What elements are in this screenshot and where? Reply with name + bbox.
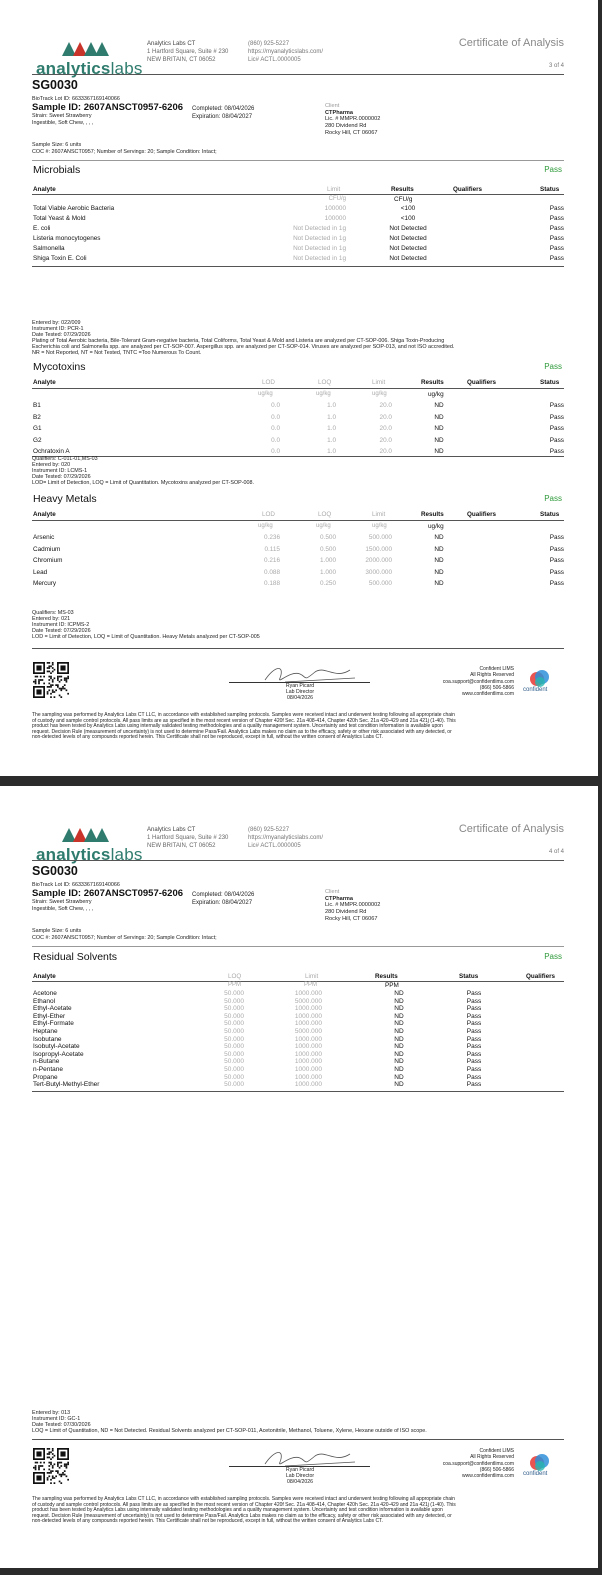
status-value: Pass bbox=[466, 1012, 482, 1020]
analyte-name: n-Pentane bbox=[33, 1066, 63, 1073]
col-results: Results bbox=[421, 511, 444, 518]
qr-code-icon bbox=[33, 1448, 69, 1484]
status-value: Pass bbox=[466, 997, 482, 1005]
result-value: ND bbox=[394, 1073, 404, 1081]
col-qualifiers: Qualifiers bbox=[467, 511, 497, 518]
col-status: Status bbox=[540, 511, 560, 518]
sample-name: SG0030 bbox=[32, 78, 78, 92]
status-value: Pass bbox=[549, 225, 564, 232]
analyte-name: Total Yeast & Mold bbox=[33, 215, 86, 222]
header-divider bbox=[32, 74, 564, 75]
result-value: <100 bbox=[400, 205, 416, 212]
loq-value: 50.000 bbox=[224, 1081, 244, 1089]
col-qualifiers: Qualifiers bbox=[467, 379, 497, 386]
limit-value: 5000.000 bbox=[294, 1028, 322, 1035]
result-value: ND bbox=[434, 534, 444, 541]
brand-wordmark: analyticslabs bbox=[36, 845, 143, 864]
result-value: ND bbox=[394, 1058, 404, 1066]
result-value: ND bbox=[434, 568, 444, 576]
analyte-name: Ochratoxin A bbox=[33, 448, 70, 455]
analyte-name: n-Butane bbox=[33, 1058, 60, 1066]
analyte-name: Ethyl-Formate bbox=[33, 1020, 74, 1028]
analyte-name: Isobutane bbox=[33, 1035, 62, 1043]
status-value: Pass bbox=[549, 557, 564, 564]
coa-page-3 bbox=[0, 0, 598, 776]
limit-value: 1000.000 bbox=[294, 1066, 322, 1073]
limit-value: Not Detected in 1g bbox=[293, 225, 346, 232]
lod-value: 0.0 bbox=[271, 413, 280, 421]
limit-value: 1000.000 bbox=[294, 990, 322, 997]
loq-value: 1.0 bbox=[327, 413, 336, 421]
limit-value: 5000.000 bbox=[294, 997, 322, 1005]
sample-dates: Completed: 08/04/2026 Expiration: 08/04/2027 bbox=[192, 106, 255, 120]
result-value: ND bbox=[394, 1012, 404, 1020]
unit-loq: PPM bbox=[228, 982, 242, 988]
analyte-name: Ethanol bbox=[33, 997, 56, 1005]
col-limit: Limit bbox=[327, 186, 341, 193]
page-number: 4 of 4 bbox=[548, 849, 564, 855]
status-value: Pass bbox=[549, 205, 564, 212]
col-results: Results bbox=[375, 973, 398, 980]
result-value: ND bbox=[394, 997, 404, 1005]
analyte-name: Listeria monocytogenes bbox=[33, 235, 101, 242]
lab-info: Analytics Labs CT 1 Hartford Square, Suite # 230 NEW BRITAIN, CT 06052 bbox=[147, 41, 229, 64]
status-value: Pass bbox=[549, 255, 564, 262]
col-status: Status bbox=[540, 379, 560, 386]
analyte-name: Ethyl-Ether bbox=[33, 1012, 66, 1020]
col-limit: Limit bbox=[372, 511, 386, 518]
lod-value: 0.115 bbox=[264, 545, 280, 553]
mycotoxins-notes: Qualifiers: C-01L-01,MS-03 Entered by: 020 Instrument ID: LCMS-1 Date Tested: 07/29/2026 LOD= Limit of Detection, LOQ = Limit of Quantitation. Mycotoxins analyzed per CT-SOP-008. bbox=[32, 456, 255, 486]
unit-results: ug/kg bbox=[428, 391, 444, 398]
loq-value: 1.000 bbox=[320, 568, 336, 576]
status-value: Pass bbox=[466, 1005, 482, 1013]
col-limit: Limit bbox=[305, 973, 319, 980]
page-number: 3 of 4 bbox=[548, 63, 564, 69]
col-results: Results bbox=[421, 379, 444, 386]
mycotoxins-status-badge: Pass bbox=[544, 362, 562, 371]
table-header-line bbox=[32, 981, 564, 982]
sample-name: SG0030 bbox=[32, 864, 78, 878]
result-value: ND bbox=[394, 1050, 404, 1058]
brand-wordmark: analyticslabs bbox=[36, 59, 143, 78]
loq-value: 1.0 bbox=[327, 402, 336, 409]
heavy-metals-status-badge: Pass bbox=[544, 494, 562, 503]
sample-dates: Completed: 08/04/2026 Expiration: 08/04/2027 bbox=[192, 892, 255, 906]
analyte-name: B2 bbox=[33, 413, 41, 421]
biotrack-id: BioTrack Lot ID: 6633367169140066 bbox=[32, 96, 120, 102]
limit-value: Not Detected in 1g bbox=[293, 245, 346, 252]
loq-value: 50.000 bbox=[224, 1005, 244, 1013]
microbials-notes: Entered by: 022/009 Instrument ID: PCR-1 Date Tested: 07/29/2026 Plating of Total Aerobic bacteria, Bile-Tolerant Gram-negative bacteria, Total Coliforms, Total Yeast & Mold and Listeria are analyzed per CT-SOP-006. Shiga Toxin-Producing Escherichia coli and Salmonella spp. are analyzed per CT-SOP-007. Aspergillus spp. are analyzed per CT-SOP-014. Viruses are analyzed per SOP-013, and not ISO accredited. NR = Not Reported, NT = Not Tested, TNTC =Too Numerous To Count. bbox=[32, 320, 455, 356]
loq-value: 50.000 bbox=[224, 997, 244, 1005]
result-value: ND bbox=[434, 436, 444, 444]
confident-wordmark: confident bbox=[523, 1471, 548, 1477]
status-value: Pass bbox=[549, 436, 564, 444]
result-value: ND bbox=[394, 1081, 404, 1089]
lod-value: 0.0 bbox=[271, 425, 280, 432]
result-value: <100 bbox=[400, 215, 416, 222]
heavy-metals-notes: Qualifiers: MS-03 Entered by: 021 Instrument ID: ICPMS-2 Date Tested: 07/29/2026 LOD = Limit of Detection, LOQ = Limit of Quantitation. Heavy Metals analyzed per CT-SOP-005 bbox=[32, 610, 260, 640]
loq-value: 1.0 bbox=[327, 448, 336, 455]
result-value: ND bbox=[394, 990, 404, 997]
result-value: ND bbox=[434, 580, 444, 587]
loq-value: 50.000 bbox=[224, 1035, 244, 1043]
col-loq: LOQ bbox=[228, 973, 242, 980]
confident-wordmark: confident bbox=[523, 687, 548, 693]
analyte-name: G1 bbox=[33, 425, 42, 432]
analyte-name: Lead bbox=[33, 568, 48, 576]
unit-results: ug/kg bbox=[428, 523, 444, 530]
col-loq: LOQ bbox=[318, 379, 332, 386]
loq-value: 50.000 bbox=[224, 1058, 244, 1066]
status-value: Pass bbox=[549, 534, 564, 541]
limit-value: 1000.000 bbox=[294, 1050, 322, 1058]
loq-value: 0.500 bbox=[320, 534, 336, 541]
analyte-name: Ethyl-Acetate bbox=[33, 1005, 72, 1013]
unit-lod: ug/kg bbox=[258, 391, 273, 397]
result-value: ND bbox=[434, 402, 444, 409]
result-value: ND bbox=[394, 1028, 404, 1035]
loq-value: 50.000 bbox=[224, 1012, 244, 1020]
signer-block: Ryan Picard Lab Director 08/04/2026 bbox=[285, 1467, 315, 1485]
result-value: Not Detected bbox=[389, 245, 427, 252]
residual-solvents-status-badge: Pass bbox=[544, 952, 562, 961]
residual-solvents-title: Residual Solvents bbox=[33, 951, 118, 963]
status-value: Pass bbox=[549, 215, 564, 222]
analyte-name: B1 bbox=[33, 402, 41, 409]
status-value: Pass bbox=[549, 545, 564, 553]
limit-value: 100000 bbox=[324, 215, 346, 222]
result-value: ND bbox=[394, 1005, 404, 1013]
analyte-name: Isopropyl-Acetate bbox=[33, 1050, 84, 1058]
signer-block: Ryan Picard Lab Director 08/04/2026 bbox=[285, 683, 315, 701]
loq-value: 0.250 bbox=[320, 580, 336, 587]
unit-lod: ug/kg bbox=[258, 523, 273, 529]
lod-value: 0.0 bbox=[271, 402, 280, 409]
limit-value: 1000.000 bbox=[294, 1081, 322, 1089]
document-title: Certificate of Analysis bbox=[458, 823, 564, 835]
table-footer-line bbox=[32, 1091, 564, 1092]
result-value: ND bbox=[394, 1066, 404, 1073]
analyte-name: Salmonella bbox=[33, 245, 65, 252]
notes-divider bbox=[32, 1439, 564, 1440]
loq-value: 1.0 bbox=[327, 425, 336, 432]
unit-results: CFU/g bbox=[394, 196, 413, 203]
loq-value: 50.000 bbox=[224, 1050, 244, 1058]
status-value: Pass bbox=[466, 1058, 482, 1066]
unit-limit: PPM bbox=[304, 982, 318, 988]
limit-value: 1000.000 bbox=[294, 1073, 322, 1081]
lod-value: 0.188 bbox=[264, 580, 280, 587]
limit-value: 1000.000 bbox=[294, 1020, 322, 1028]
result-value: ND bbox=[394, 1020, 404, 1028]
status-value: Pass bbox=[549, 245, 564, 252]
limit-value: 100000 bbox=[324, 205, 346, 212]
lod-value: 0.088 bbox=[264, 568, 280, 576]
status-value: Pass bbox=[549, 425, 564, 432]
col-status: Status bbox=[459, 973, 479, 980]
limit-value: Not Detected in 1g bbox=[293, 255, 346, 262]
unit-results: PPM bbox=[385, 982, 399, 989]
sample-id: Sample ID: 2607ANSCT0957-6206 bbox=[32, 888, 184, 899]
status-value: Pass bbox=[466, 1035, 482, 1043]
loq-value: 1.000 bbox=[320, 557, 336, 564]
result-value: ND bbox=[434, 425, 444, 432]
unit-loq: ug/kg bbox=[316, 391, 331, 397]
lod-value: 0.0 bbox=[271, 436, 280, 444]
unit-limit: CFU/g bbox=[328, 196, 346, 202]
result-value: ND bbox=[434, 557, 444, 564]
limit-value: 20.0 bbox=[379, 448, 392, 455]
client-info: Client CTPharma Lic. # MMPR.0000002 280 Dividend Rd Rocky Hill, CT 06067 bbox=[325, 889, 381, 922]
loq-value: 50.000 bbox=[224, 1043, 244, 1051]
microbials-status-badge: Pass bbox=[544, 165, 562, 174]
limit-value: 1000.000 bbox=[294, 1005, 322, 1013]
status-value: Pass bbox=[466, 1043, 482, 1051]
sample-size: Sample Size: 6 units COC #: 2607ANSCT0957; Number of Servings: 20; Sample Condition: Intact; bbox=[32, 142, 217, 155]
result-value: Not Detected bbox=[389, 225, 427, 232]
lims-info: Confident LIMS All Rights Reserved coa.support@confidentlims.com (866) 506-5866 www.confidentlims.com bbox=[442, 1448, 514, 1480]
lab-contact: (860) 925-5227 https://myanalyticslabs.com/ Lic# ACTL.0000005 bbox=[248, 41, 324, 64]
analyte-name: E. coli bbox=[33, 225, 51, 232]
table-footer-line bbox=[32, 266, 564, 267]
lod-value: 0.0 bbox=[271, 448, 280, 455]
result-value: ND bbox=[394, 1043, 404, 1051]
info-divider bbox=[32, 946, 564, 947]
col-analyte: Analyte bbox=[33, 379, 56, 386]
status-value: Pass bbox=[549, 568, 564, 576]
lims-info: Confident LIMS All Rights Reserved coa.support@confidentlims.com (866) 506-5866 www.confidentlims.com bbox=[442, 666, 514, 698]
limit-value: 3000.000 bbox=[365, 568, 392, 576]
heavy-metals-title: Heavy Metals bbox=[33, 493, 97, 505]
analyte-name: Cadmium bbox=[33, 545, 61, 553]
mycotoxins-title: Mycotoxins bbox=[33, 361, 86, 373]
status-value: Pass bbox=[466, 1028, 482, 1035]
col-qualifiers: Qualifiers bbox=[526, 973, 556, 980]
status-value: Pass bbox=[549, 402, 564, 409]
limit-value: 500.000 bbox=[368, 580, 392, 587]
status-value: Pass bbox=[549, 580, 564, 587]
status-value: Pass bbox=[549, 235, 564, 242]
limit-value: 1000.000 bbox=[294, 1058, 322, 1066]
analyte-name: Heptane bbox=[33, 1028, 58, 1035]
result-value: ND bbox=[434, 448, 444, 455]
status-value: Pass bbox=[466, 990, 482, 997]
coa-page-4 bbox=[0, 786, 598, 1568]
status-value: Pass bbox=[466, 1020, 482, 1028]
qr-code-icon bbox=[33, 662, 69, 698]
loq-value: 50.000 bbox=[224, 1020, 244, 1028]
unit-limit: ug/kg bbox=[372, 391, 387, 397]
analyte-name: Arsenic bbox=[33, 534, 55, 541]
analyte-name: Chromium bbox=[33, 557, 63, 564]
col-lod: LOD bbox=[262, 379, 275, 386]
loq-value: 50.000 bbox=[224, 1028, 244, 1035]
info-divider bbox=[32, 160, 564, 161]
lab-contact: (860) 925-5227 https://myanalyticslabs.com/ Lic# ACTL.0000005 bbox=[248, 827, 324, 850]
limit-value: 20.0 bbox=[379, 413, 392, 421]
loq-value: 50.000 bbox=[224, 1066, 244, 1073]
disclaimer: The sampling was performed by Analytics Labs CT LLC, in accordance with established sampling protocols. Samples were received intact and underwent testing following all appropriate chain of custody and sample control protocols. All pass limits are as specified in the most recent version of Chapter 420f Sec. 21a 408-414, Chapter 420h Sec. 21a 420-429 and 21a 421j (1-40). This product has been tested by Analytics Labs using internally validated testing methodologies and a quality management system. Uncertainty and test condition information is available upon request. Decision Rule (measurement of uncertainty) is not used to determine Pass/Fail. Analytics Labs makes no claim as to the efficacy, safety or other risk associated with any detected, or non-detected levels of any compounds reported herein. This Certificate shall not be reproduced, except in full, without the written consent of Analytics Labs CT. bbox=[32, 1496, 456, 1525]
analyte-name: Acetone bbox=[33, 990, 57, 997]
loq-value: 50.000 bbox=[224, 1073, 244, 1081]
lab-info: Analytics Labs CT 1 Hartford Square, Suite # 230 NEW BRITAIN, CT 06052 bbox=[147, 827, 229, 850]
loq-value: 50.000 bbox=[224, 990, 244, 997]
analyte-name: Propane bbox=[33, 1073, 58, 1081]
status-value: Pass bbox=[466, 1073, 482, 1081]
analyte-name: Total Viable Aerobic Bacteria bbox=[33, 205, 115, 212]
result-value: ND bbox=[434, 413, 444, 421]
notes-divider bbox=[32, 648, 564, 649]
limit-value: 1000.000 bbox=[294, 1043, 322, 1051]
limit-value: 2000.000 bbox=[365, 557, 392, 564]
biotrack-id: BioTrack Lot ID: 6633367169140066 bbox=[32, 882, 120, 888]
document-title: Certificate of Analysis bbox=[458, 37, 564, 49]
limit-value: 1000.000 bbox=[294, 1035, 322, 1043]
analyte-name: Tert-Butyl-Methyl-Ether bbox=[33, 1081, 100, 1089]
limit-value: 20.0 bbox=[379, 436, 392, 444]
analyte-name: Shiga Toxin E. Coli bbox=[33, 255, 87, 262]
analyte-name: G2 bbox=[33, 436, 42, 444]
sample-strain: Strain: Sweet Strawberry Ingestible, Soft Chew, , , , bbox=[32, 113, 94, 126]
disclaimer: The sampling was performed by Analytics Labs CT LLC, in accordance with established sampling protocols. Samples were received intact and underwent testing following all appropriate chain of custody and sample control protocols. All pass limits are as specified in the most recent version of Chapter 420f Sec. 21a 408-414, Chapter 420h Sec. 21a 420-429 and 21a 421j (1-40). This product has been tested by Analytics Labs using internally validated testing methodologies and a quality management system. Uncertainty and test condition information is available upon request. Decision Rule (measurement of uncertainty) is not used to determine Pass/Fail. Analytics Labs makes no claim as to the efficacy, safety or other risk associated with any detected, or non-detected levels of any compounds reported herein. This Certificate shall not be reproduced, except in full, without the written consent of Analytics Labs CT. bbox=[32, 712, 456, 741]
status-value: Pass bbox=[549, 448, 564, 455]
limit-value: Not Detected in 1g bbox=[293, 235, 346, 242]
col-status: Status bbox=[540, 186, 560, 193]
loq-value: 0.500 bbox=[320, 545, 336, 553]
analyte-name: Mercury bbox=[33, 580, 57, 587]
loq-value: 1.0 bbox=[327, 436, 336, 444]
table-header-line bbox=[32, 388, 564, 389]
client-info: Client CTPharma Lic. # MMPR.0000002 280 Dividend Rd Rocky Hill, CT 06067 bbox=[325, 103, 381, 136]
header-divider bbox=[32, 860, 564, 861]
status-value: Pass bbox=[466, 1050, 482, 1058]
col-analyte: Analyte bbox=[33, 511, 56, 518]
col-results: Results bbox=[391, 186, 414, 193]
limit-value: 20.0 bbox=[379, 402, 392, 409]
col-loq: LOQ bbox=[318, 511, 332, 518]
analyte-name: Isobutyl-Acetate bbox=[33, 1043, 80, 1051]
result-value: Not Detected bbox=[389, 255, 427, 262]
status-value: Pass bbox=[466, 1081, 482, 1089]
result-value: ND bbox=[394, 1035, 404, 1043]
lod-value: 0.216 bbox=[264, 557, 280, 564]
residual-solvents-notes: Entered by: 013 Instrument ID: GC-1 Date Tested: 07/30/2026 LOQ = Limit of Quantitation, ND = Not Detected. Residual Solvents analyzed per CT-SOP-011, Acetonitrile, Methanol, Toluene, Xylene, Hexane outside of ISO scope. bbox=[32, 1410, 427, 1434]
status-value: Pass bbox=[549, 413, 564, 421]
col-limit: Limit bbox=[372, 379, 386, 386]
col-qualifiers: Qualifiers bbox=[453, 186, 483, 193]
limit-value: 1500.000 bbox=[365, 545, 392, 553]
sample-size: Sample Size: 6 units COC #: 2607ANSCT0957; Number of Servings: 20; Sample Condition: Intact; bbox=[32, 928, 217, 941]
sample-strain: Strain: Sweet Strawberry Ingestible, Soft Chew, , , , bbox=[32, 899, 94, 912]
table-header-line bbox=[32, 520, 564, 521]
unit-loq: ug/kg bbox=[316, 523, 331, 529]
sample-id: Sample ID: 2607ANSCT0957-6206 bbox=[32, 102, 184, 113]
result-value: ND bbox=[434, 545, 444, 553]
col-lod: LOD bbox=[262, 511, 275, 518]
table-header-line bbox=[32, 194, 564, 195]
limit-value: 1000.000 bbox=[294, 1012, 322, 1020]
col-analyte: Analyte bbox=[33, 973, 56, 980]
unit-limit: ug/kg bbox=[372, 523, 387, 529]
lod-value: 0.236 bbox=[264, 534, 280, 541]
result-value: Not Detected bbox=[389, 235, 427, 242]
col-analyte: Analyte bbox=[33, 186, 56, 193]
status-value: Pass bbox=[466, 1066, 482, 1073]
limit-value: 20.0 bbox=[379, 425, 392, 432]
limit-value: 500.000 bbox=[368, 534, 392, 541]
microbials-title: Microbials bbox=[33, 164, 81, 176]
